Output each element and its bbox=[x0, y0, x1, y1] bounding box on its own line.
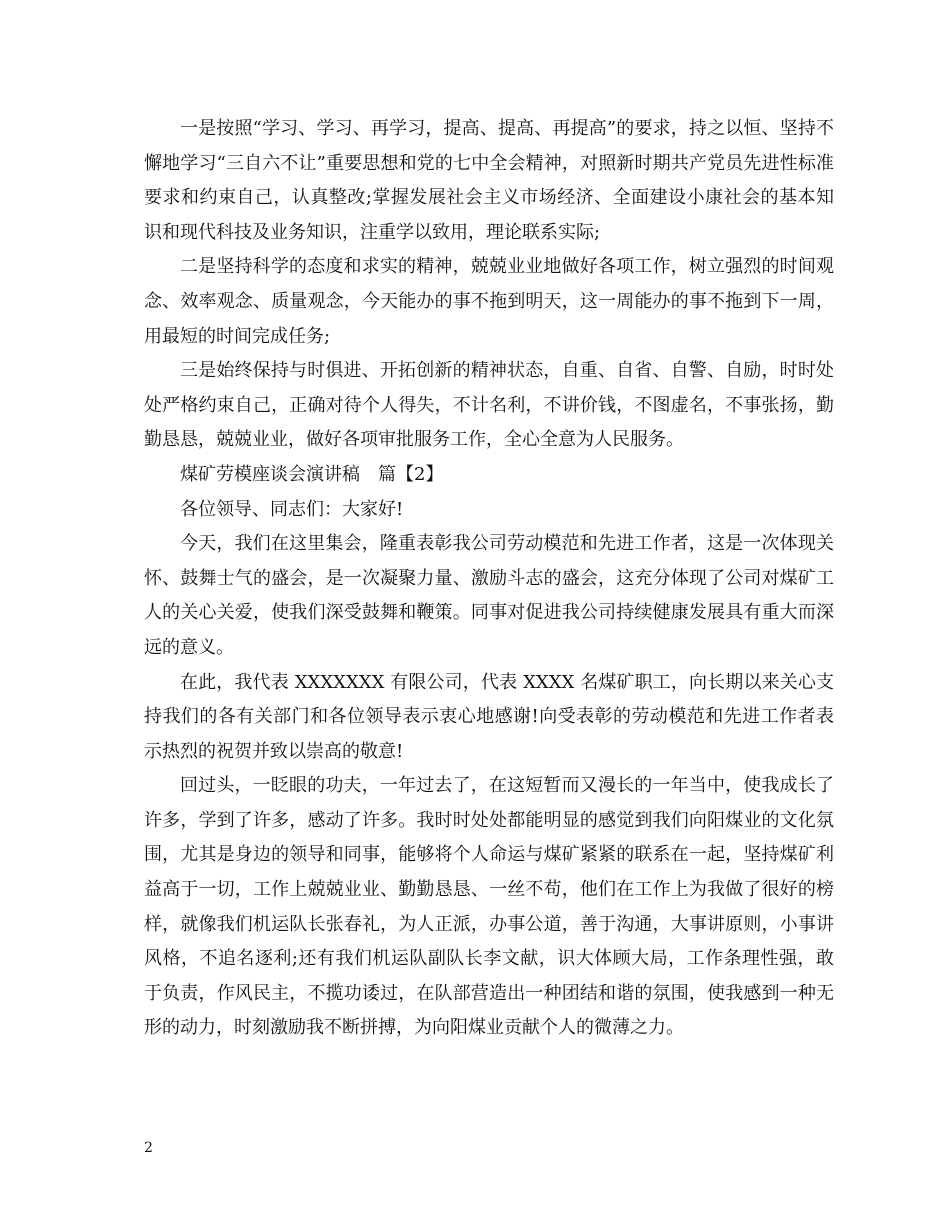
paragraph-thanks: 在此，我代表 XXXXXXX 有限公司，代表 XXXX 名煤矿职工，向长期以来关心支持我们的各有关部门和各位领导表示衷心地感谢!向受表彰的劳动模范和先进工作者表示热烈的祝贺并致以崇高的敬意! bbox=[144, 671, 834, 762]
paragraph-today: 今天，我们在这里集会，隆重表彰我公司劳动模范和先进工作者，这是一次体现关怀、鼓舞士气的盛会，是一次凝聚力量、激励斗志的盛会，这充分体现了公司对煤矿工人的关心关爱，使我们深受鼓舞和鞭策。同事对促进我公司持续健康发展具有重大而深远的意义。 bbox=[144, 533, 834, 658]
page-number: 2 bbox=[144, 1140, 153, 1156]
paragraph-looking-back: 回过头，一眨眼的功夫，一年过去了，在这短暂而又漫长的一年当中，使我成长了许多，学到了许多，感动了许多。我时时处处都能明显的感觉到我们向阳煤业的文化氛围，尤其是身边的领导和同事，能够将个人命运与煤矿紧紧的联系在一起，坚持煤矿利益高于一切，工作上兢兢业业、勤勤恳恳、一丝不苟，他们在工作上为我做了很好的榜样，就像我们机运队长张春礼，为人正派，办事公道，善于沟通，大事讲原则，小事讲风格，不追名逐利;还有我们机运队副队长李文献，识大体顾大局，工作条理性强，敢于负责，作风民主，不揽功诿过，在队部营造出一种团结和谐的氛围，使我感到一种无形的动力，时刻激励我不断拼搏，为向阳煤业贡献个人的微薄之力。 bbox=[144, 775, 834, 1039]
section-heading: 煤矿劳模座谈会演讲稿 篇【2】 bbox=[180, 463, 444, 485]
body-text bbox=[144, 112, 834, 1046]
paragraph-point-one: 一是按照“学习、学习、再学习，提高、提高、再提高”的要求，持之以恒、坚持不懈地学习“三自六不让”重要思想和党的七中全会精神，对照新时期共产党员先进性标准要求和约束自己，认真整改;掌握发展社会主义市场经济、全面建设小康社会的基本知识和现代科技及业务知识，注重学以致用，理论联系实际; bbox=[144, 118, 834, 243]
salutation: 各位领导、同志们：大家好! bbox=[180, 498, 404, 520]
paragraph-point-three: 三是始终保持与时俱进、开拓创新的精神状态，自重、自省、自警、自励，时时处处严格约束自己，正确对待个人得失，不计名利，不讲价钱，不图虚名，不事张扬，勤勤恳恳，兢兢业业，做好各项审批服务工作，全心全意为人民服务。 bbox=[144, 360, 834, 451]
paragraph-point-two: 二是坚持科学的态度和求实的精神，兢兢业业地做好各项工作，树立强烈的时间观念、效率观念、质量观念，今天能办的事不拖到明天，这一周能办的事不拖到下一周，用最短的时间完成任务; bbox=[144, 256, 834, 347]
